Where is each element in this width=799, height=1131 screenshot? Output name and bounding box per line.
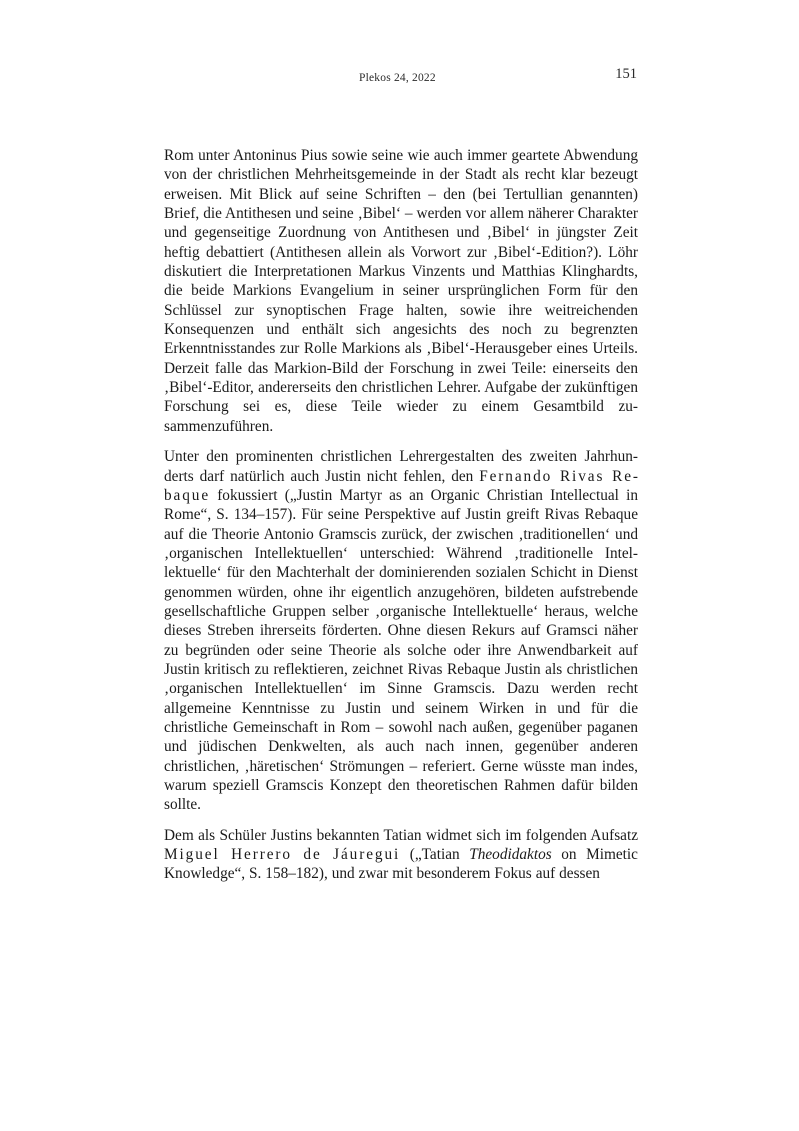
author-name: Fernando Rivas Rebaque	[164, 467, 638, 504]
text-run: („Tatian	[400, 846, 470, 864]
author-name: Miguel Herrero de Jáuregui	[164, 846, 401, 864]
italic-term: Theodidaktos	[469, 846, 552, 864]
text-run: Unter den prominenten christlichen Lehrergestalten des zweiten Jahrhunderts darf natürlich auch Justin nicht fehlen, den	[164, 448, 638, 485]
text-run: on Mimetic Knowledge“, S. 158–182), und zwar mit besonderem Fokus auf dessen	[164, 846, 638, 883]
running-head	[164, 66, 637, 90]
running-head-title: Plekos 24, 2022	[359, 72, 436, 84]
body-text-block	[164, 146, 638, 884]
paragraph: Rom unter Antoninus Pius sowie seine wie auch immer geartete Abwendung von der christlichen Mehrheitsgemeinde in der Stadt als recht klar bezeugt erweisen. Mit Blick auf seine Schriften – den (bei Tertullian genannten) Brief, die Antithesen und seine ‚Bibel‘ – werden vor allem näherer Charakter und gegenseitige Zuordnung von Antithesen und ‚Bibel‘ in jüngster Zeit heftig debattiert (Antithesen allein als Vorwort zur ‚Bibel‘-Edition?). Löhr diskutiert die Interpretationen Markus Vinzents und Matthias Klinghardts, die beide Markions Evangelium in seiner ursprünglichen Form für den Schlüssel zur synoptischen Frage halten, sowie ihre weitreichenden Konsequenzen und enthält sich angesichts des noch zu begrenzten Erkenntnisstandes zur Rolle Markions als ‚Bibel‘-Herausgeber eines Urteils. Derzeit falle das Markion-Bild der Forschung in zwei Teile: einerseits den ‚Bibel‘-Editor, andererseits den christlichen Lehrer. Aufgabe der zukünftigen Forschung sei es, diese Teile wieder zu einem Gesamtbild zusammenzuführen.	[164, 147, 638, 435]
paragraph	[164, 826, 638, 884]
page-number: 151	[615, 66, 637, 82]
text-run: fokussiert („Justin Martyr as an Organic Christian Intellectual in Rome“, S. 134–157). Für seine Perspektive auf Justin greift Rivas Rebaque auf die Theorie Antonio Gramscis zurück, der zwischen ‚traditionellen‘ und ‚organischen Intellektuellen‘ unterschied: Während ‚traditionelle Intellektuelle‘ für den Machterhalt der dominierenden sozialen Schicht in Dienst genommen würden, ohne ihr eigentlich anzugehören, bildeten aufstrebende gesellschaftliche Gruppen selber ‚organische Intellektuelle‘ heraus, welche dieses Streben ihrerseits förderten. Ohne diesen Rekurs auf Gramsci näher zu begründen oder seine Theorie als solche oder ihre Anwendbarkeit auf Justin kritisch zu reflektieren, zeichnet Rivas Rebaque Justin als christlichen ‚organischen Intellektuellen‘ im Sinne Gramscis. Dazu werden recht allgemeine Kenntnisse zu Justin und seinem Wirken in und für die christliche Gemeinschaft in Rom – sowohl nach außen, gegenüber paganen und jüdischen Denkwelten, als auch nach innen, gegenüber anderen christlichen, ‚häretischen‘ Strömungen – referiert. Gerne wüsste man indes, warum speziell Gramscis Konzept den theoretischen Rahmen dafür bilden sollte.	[164, 486, 638, 814]
paragraph	[164, 447, 638, 815]
text-run: Dem als Schüler Justins bekannten Tatian widmet sich im folgenden Aufsatz	[164, 826, 638, 844]
